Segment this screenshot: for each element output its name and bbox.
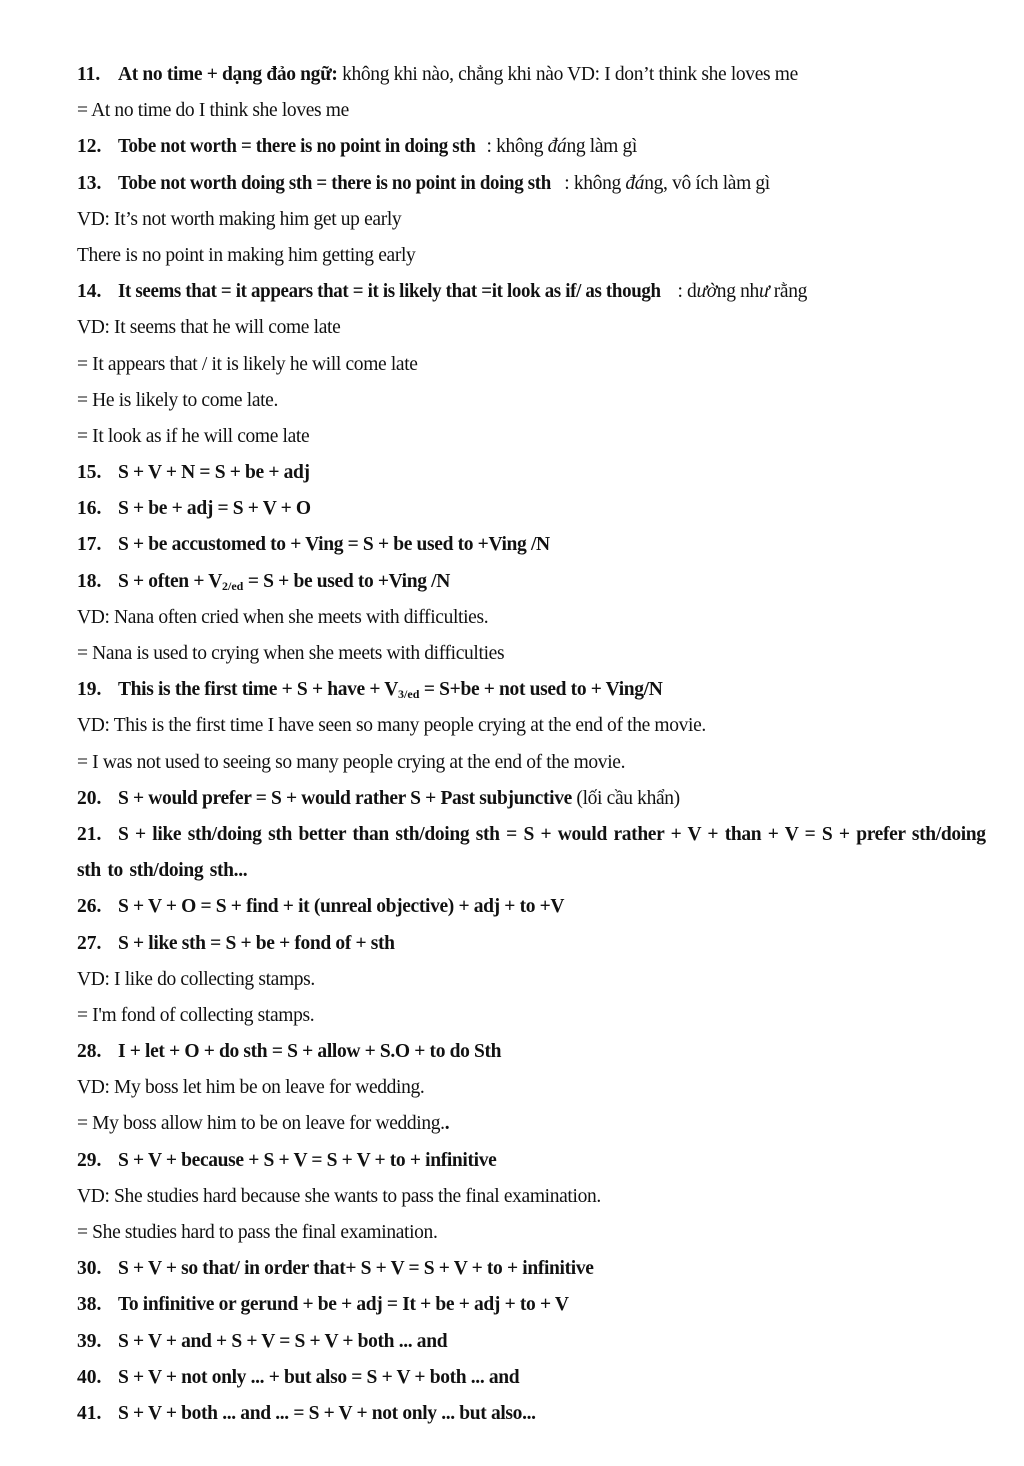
rule-20 [77, 781, 997, 817]
rule-formula: S + like sth/doing sth better than sth/doing sth = S + would rather + V + than + V = S + prefer sth/doing sth to sth/doing sth... [77, 823, 986, 882]
rule-26 [77, 889, 997, 925]
rule-number: 21. [77, 823, 102, 845]
rule-11 [77, 57, 997, 93]
rule-number: 17. [77, 534, 102, 556]
rule-formula: Tobe not worth = there is no point in doing sth [118, 136, 476, 158]
rule-number: 13. [77, 172, 102, 194]
rule-formula: S + often + V [118, 570, 222, 592]
example-line: There is no point in making him getting early [77, 244, 416, 266]
rule-meaning: ng làm gì [566, 136, 637, 158]
rule-meaning-italic: đá [547, 136, 567, 158]
example-line: VD: I like do collecting stamps. [77, 968, 315, 990]
rule-40 [77, 1360, 997, 1396]
example-line: = At no time do I think she loves me [77, 100, 349, 122]
rule-meaning: rằng [769, 281, 808, 303]
rule-meaning: : không [486, 136, 548, 158]
rule-28 [77, 1034, 997, 1070]
example-line: VD: This is the first time I have seen so many people crying at the end of the movie. [77, 715, 706, 737]
rule-15 [77, 455, 997, 491]
example-line: = Nana is used to crying when she meets with difficulties [77, 643, 505, 664]
rule-formula: S + V + not only ... + but also = S + V + both ... and [118, 1366, 520, 1388]
document-body [77, 57, 997, 1432]
rule-formula: It seems that = it appears that = it is likely that =it look as if/ as though [118, 281, 661, 303]
example-line: VD: My boss let him be on leave for wedding. [77, 1077, 425, 1099]
example-line: = I'm fond of collecting stamps. [77, 1004, 315, 1026]
example-line: = My boss allow him to be on leave for wedding. [77, 1113, 445, 1135]
rule-number: 14. [77, 281, 102, 303]
rule-formula: S + be accustomed to + Ving = S + be used to +Ving /N [118, 534, 550, 556]
rule-16 [77, 491, 997, 527]
rule-number: 39. [77, 1330, 102, 1352]
rule-number: 20. [77, 787, 102, 809]
rule-number: 30. [77, 1258, 102, 1280]
rule-39 [77, 1324, 997, 1360]
rule-38 [77, 1287, 997, 1323]
rule-13 [77, 166, 997, 202]
rule-number: 40. [77, 1366, 102, 1388]
rule-meaning: ng nh [716, 281, 759, 303]
rule-29 [77, 1143, 997, 1179]
example-line: VD: It’s not worth making him get up early [77, 208, 402, 230]
rule-formula: This is the first time + S + have + V [118, 679, 399, 701]
rule-formula: S + V + both ... and ... = S + V + not only ... but also... [118, 1402, 536, 1424]
example-line: = I was not used to seeing so many people crying at the end of the movie. [77, 751, 626, 773]
rule-formula: = S+be + not used to + Ving/N [419, 679, 663, 701]
example-line: VD: She studies hard because she wants to pass the final examination. [77, 1185, 601, 1207]
rule-number: 28. [77, 1041, 102, 1063]
rule-17 [77, 527, 997, 563]
rule-formula: Tobe not worth doing sth = there is no point in doing sth [118, 172, 551, 194]
rule-number: 27. [77, 932, 102, 954]
rule-meaning-italic: ườ [696, 281, 717, 303]
rule-number: 16. [77, 498, 102, 520]
rule-number: 26. [77, 896, 102, 918]
rule-21 [77, 817, 997, 889]
rule-number: 12. [77, 136, 102, 158]
rule-number: 29. [77, 1149, 102, 1171]
rule-number: 19. [77, 679, 102, 701]
rule-formula: S + V + because + S + V = S + V + to + infinitive [118, 1149, 497, 1171]
example-line-tail: . [444, 1113, 450, 1135]
rule-subscript: 2/ed [222, 578, 244, 593]
rule-19 [77, 672, 997, 708]
rule-formula: S + V + so that/ in order that+ S + V = S + V + to + infinitive [118, 1258, 594, 1280]
rule-formula: = S + be used to +Ving /N [243, 570, 450, 592]
rule-subscript: 3/ed [398, 687, 420, 702]
rule-18 [77, 564, 997, 600]
rule-number: 38. [77, 1294, 102, 1316]
rule-meaning: (lối cầu khẩn) [571, 787, 680, 809]
rule-meaning: : không [564, 172, 626, 194]
rule-meaning: không khi nào, chẳng khi nào VD: I don’t think she loves me [337, 64, 798, 85]
example-line: VD: Nana often cried when she meets with difficulties. [77, 606, 489, 628]
rule-27 [77, 926, 997, 962]
example-line: = It appears that / it is likely he will come late [77, 353, 418, 375]
rule-14 [77, 274, 997, 310]
rule-number: 11. [77, 64, 101, 85]
rule-41 [77, 1396, 997, 1432]
rule-formula: S + V + N = S + be + adj [118, 462, 310, 484]
rule-number: 41. [77, 1402, 102, 1424]
example-line: = It look as if he will come late [77, 425, 310, 447]
rule-formula: At no time + dạng đảo ngữ: [118, 64, 338, 85]
example-line: VD: It seems that he will come late [77, 317, 341, 339]
example-line: = She studies hard to pass the final examination. [77, 1222, 438, 1244]
rule-formula: S + V + and + S + V = S + V + both ... and [118, 1330, 448, 1352]
rule-formula: S + V + O = S + find + it (unreal objective) + adj + to +V [118, 896, 565, 918]
rule-number: 18. [77, 570, 102, 592]
example-line-wrapper [77, 1106, 997, 1142]
rule-formula: S + would prefer = S + would rather S + Past subjunctive [118, 787, 572, 809]
rule-formula: S + like sth = S + be + fond of + sth [118, 932, 395, 954]
rule-meaning: ng, vô ích làm gì [644, 172, 770, 194]
rule-meaning-italic: đá [625, 172, 645, 194]
rule-formula: S + be + adj = S + V + O [118, 498, 311, 520]
rule-12 [77, 129, 997, 165]
rule-formula: I + let + O + do sth = S + allow + S.O + to do Sth [118, 1041, 502, 1063]
rule-number: 15. [77, 462, 102, 484]
rule-30 [77, 1251, 997, 1287]
example-line: = He is likely to come late. [77, 389, 279, 411]
rule-formula: To infinitive or gerund + be + adj = It + be + adj + to + V [118, 1294, 569, 1316]
rule-meaning: : d [677, 281, 697, 303]
rule-meaning-italic: ư [758, 281, 770, 303]
